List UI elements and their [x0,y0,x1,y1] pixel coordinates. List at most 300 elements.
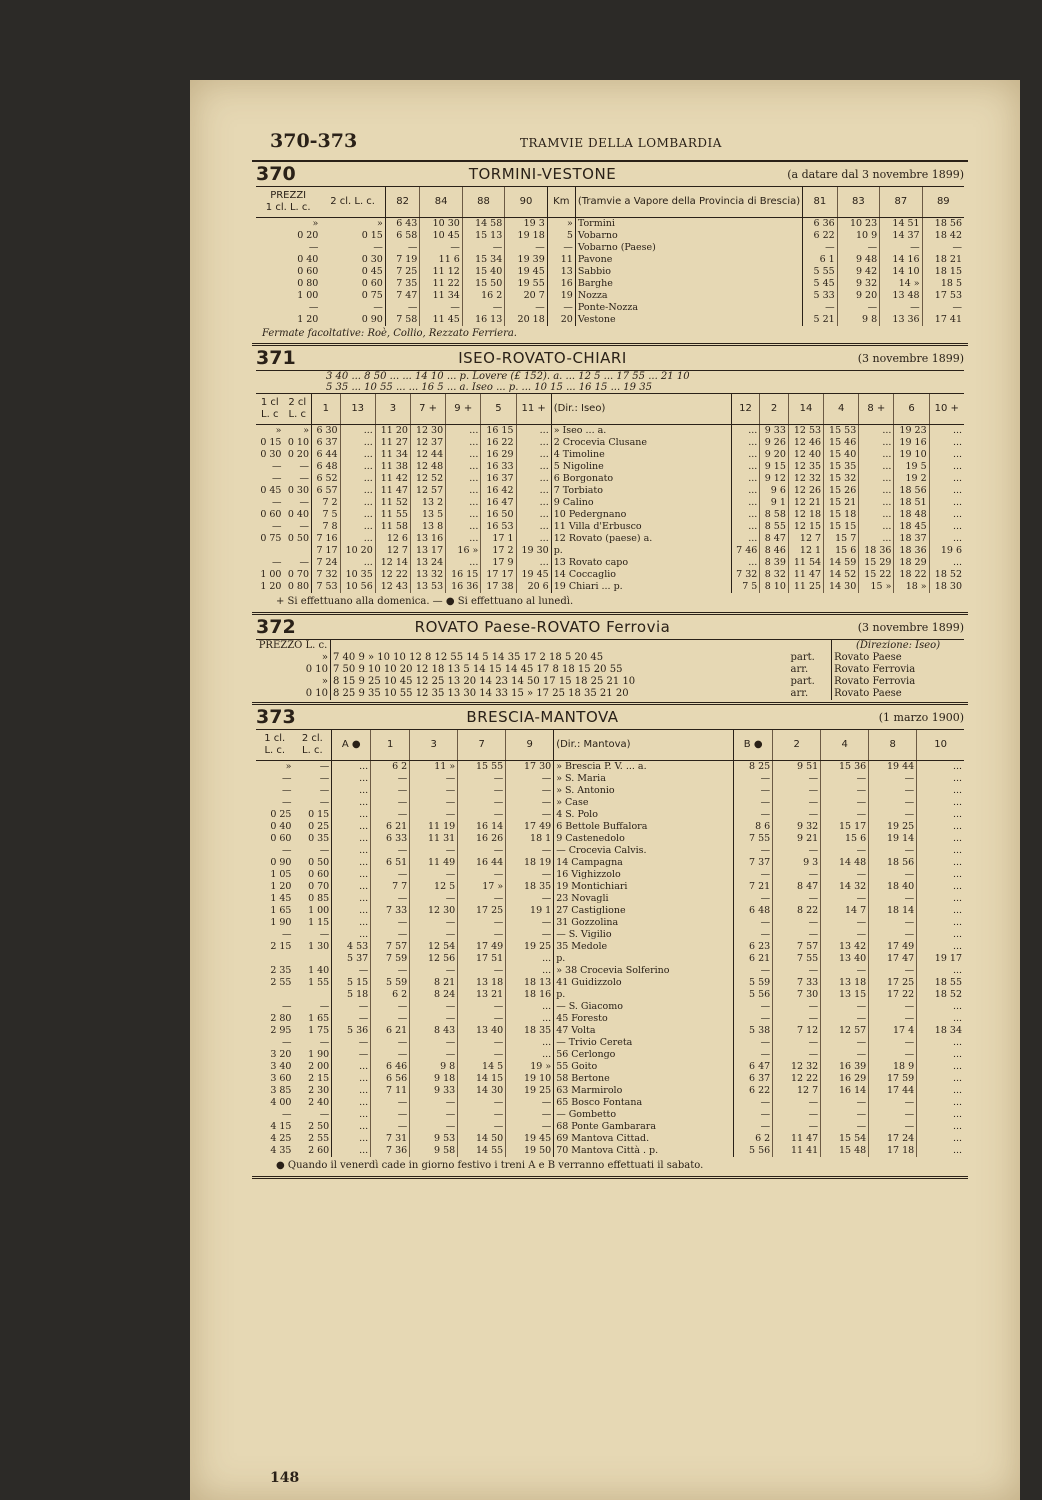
table-cell: 15 40 [462,266,504,278]
table-cell: 15 35 [824,461,859,473]
table-cell: ... [359,869,369,880]
train-header: 2 [773,730,821,761]
table-cell: 10 35 [340,569,375,581]
table-cell: 19 2 [894,473,929,485]
table-cell: 6 1 [819,254,835,265]
table-cell: — [821,1121,869,1133]
table-cell: 11 Villa d'Erbusco [551,521,731,533]
table-cell: 11 52 [375,497,410,509]
table-cell: 7 53 [316,581,338,592]
table-cell: 1 05 [270,869,292,880]
table-cell: ... [748,533,758,544]
table-cell: — Trivio Cereta [554,1037,734,1049]
table-cell: — [407,302,418,313]
table-cell: 19 39 [505,254,547,266]
table-cell: ... [359,773,369,784]
table-cell: 15 29 [859,557,894,569]
table-cell: ... [446,437,481,449]
table-cell: 13 18 [458,977,506,989]
table-cell: 13 40 [458,1025,506,1037]
train-header: 10 [917,730,964,761]
table-cell: 16 22 [481,437,516,449]
section-title: ISEO-ROVATO-CHIARI [458,349,627,367]
table-cell: 9 12 [760,473,789,485]
table-cell: 16 33 [481,461,516,473]
table-cell: 19 Chiari ... p. [551,581,731,593]
table-cell: 12 5 [410,881,458,893]
table-cell: 11 47 [788,569,823,581]
col2-label: 2 cl. L. c. [330,196,375,207]
table-cell: 12 1 [788,545,823,557]
table-cell: 14 59 [824,557,859,569]
table-row [256,821,964,833]
table-cell: 6 21 [371,1025,410,1037]
table-cell: 14 58 [462,218,504,231]
table-cell: Vobarno [575,230,802,242]
table-cell: — [773,773,821,785]
table-cell: 12 22 [375,569,410,581]
table-cell: — [506,773,554,785]
table-cell: ... [446,449,481,461]
table-cell: 10 23 [837,218,879,231]
table-cell: — [458,869,506,881]
table-cell: 9 15 [760,461,789,473]
table-cell: — [760,929,771,940]
table-cell [256,953,293,965]
table-cell: 2 15 [293,1073,331,1085]
table-cell: 10 9 [837,230,879,242]
table-cell: 19 » [506,1061,554,1073]
table-cell: 2 Crocevia Clusane [551,437,731,449]
table-cell: 7 55 [773,953,821,965]
table-cell: ... [506,953,554,965]
table-cell: 63 Marmirolo [554,1085,734,1097]
table-cell: — [760,809,771,820]
table-cell: 6 2 [371,989,410,1001]
table-cell: 15 22 [859,569,894,581]
table-cell: 0 45 [320,266,385,278]
table-cell: 11 55 [375,509,410,521]
table-cell: — [869,965,917,977]
table-cell: 0 45 [260,485,282,496]
table-cell: 14 5 [458,1061,506,1073]
table-cell: 14 » [880,278,922,290]
table-cell: — Gombetto [554,1109,734,1121]
table-cell: — [760,1037,771,1048]
table-cell: — [371,893,410,905]
table-cell: 13 18 [821,977,869,989]
table-cell: 9 1 [760,497,789,509]
table-cell: — [371,809,410,821]
table-row [256,977,964,989]
table-cell: — [410,869,458,881]
table-cell: 1 55 [293,977,331,989]
table-cell: — [410,965,458,977]
table-cell: ... [859,533,894,545]
section-number: 372 [256,616,296,638]
section-370 [252,162,968,346]
table-cell: 19 25 [506,1085,554,1097]
table-cell: 1 65 [293,1013,331,1025]
table-cell: — [458,773,506,785]
table-cell: 17 41 [922,314,964,326]
table-cell: ... [446,473,481,485]
table-cell: 2 15 [270,941,292,952]
table-cell: 16 15 [481,425,516,438]
table-cell: — [506,1097,554,1109]
table-cell: 0 70 [293,881,331,893]
table-cell: 1 30 [293,941,331,953]
section-date: (1 marzo 1900) [878,710,964,724]
table-cell: 0 25 [270,809,292,820]
table-cell: 16 44 [458,857,506,869]
table-cell: 18 52 [917,989,964,1001]
table-cell: 70 Mantova Città . p. [554,1145,734,1157]
table-cell: — [410,929,458,941]
table-cell: ... [917,785,964,797]
table-cell: 0 50 [293,857,331,869]
table-cell: ... [359,785,369,796]
table-cell: — [821,1097,869,1109]
table-cell: 7 57 [371,941,410,953]
table-cell: 6 47 [749,1061,771,1072]
section-370-header [256,162,964,187]
table-cell: ... [516,509,551,521]
table-cell: — [821,917,869,929]
table-cell: — [760,1097,771,1108]
table-cell: — [371,1109,410,1121]
table-cell: ... [917,1073,964,1085]
table-cell: 0 90 [320,314,385,326]
table-cell: 17 17 [481,569,516,581]
timetable-370 [256,187,964,326]
section-number: 370 [256,163,296,185]
table-cell: 0 75 [320,290,385,302]
train-header: 13 [340,394,375,425]
table-cell: Nozza [575,290,802,302]
table-cell: 14 Campagna [554,857,734,869]
table-cell: 6 48 [316,461,338,472]
table-cell: — [371,785,410,797]
table-cell: — [410,1037,458,1049]
table-cell: 5 55 [813,266,835,277]
table-cell: — [506,929,554,941]
table-cell: 45 Foresto [554,1013,734,1025]
train-header: 3 [410,730,458,761]
table-cell: 18 48 [894,509,929,521]
table-cell: 16 39 [821,1061,869,1073]
table-cell: — [293,1109,331,1121]
table-cell: 9 20 [837,290,879,302]
table-row [256,557,964,569]
train-header: 84 [420,187,462,218]
table-cell: 0 25 [293,821,331,833]
table-cell: — [506,917,554,929]
table-cell: 8 25 [749,761,771,772]
table-cell: ... [859,461,894,473]
table-cell: ... [917,797,964,809]
table-row [256,785,964,797]
table-cell: — [869,893,917,905]
table-cell: ... [917,761,964,774]
table-cell: 9 Castenedolo [554,833,734,845]
table-cell: ... [359,1109,369,1120]
table-cell: — [271,461,282,472]
section-title: TORMINI-VESTONE [468,165,617,183]
table-cell: » [547,218,575,231]
table-cell: 15 17 [821,821,869,833]
table-cell: 0 90 [270,857,292,868]
table-row [256,1001,964,1013]
table-cell: — Crocevia Calvis. [554,845,734,857]
table-cell: — [773,809,821,821]
table-cell: 12 46 [788,437,823,449]
table-cell: 18 36 [894,545,929,557]
table-cell: 13 16 [410,533,445,545]
section-date: (3 novembre 1899) [857,351,964,365]
table-cell: — [308,302,319,313]
table-cell: 15 18 [824,509,859,521]
table-cell: 7 2 [322,497,338,508]
table-cell: 7 55 [749,833,771,844]
train-header: 88 [462,187,504,218]
table-cell: 12 48 [410,461,445,473]
train-header: 2 [760,394,789,425]
table-cell: 6 21 [749,953,771,964]
table-cell: 14 48 [821,857,869,869]
table-cell: ... [446,509,481,521]
table-cell: 6 44 [316,449,338,460]
table-cell: 16 37 [481,473,516,485]
section-371 [252,346,968,615]
table-cell: 7 12 [773,1025,821,1037]
table-cell: 2 40 [293,1097,331,1109]
table-cell: ... [340,533,375,545]
table-cell: 15 21 [824,497,859,509]
timetable-370-body [256,218,964,327]
train-header: 7 + [410,394,445,425]
table-cell: ... [929,425,964,438]
table-cell: 9 20 [760,449,789,461]
table-cell: 15 36 [821,761,869,774]
table-cell: 12 44 [410,449,445,461]
table-cell: 7 24 [316,557,338,568]
table-cell: — [922,242,964,254]
table-cell: — [458,965,506,977]
table-cell: » [285,761,292,772]
table-cell: 3 60 [270,1073,292,1084]
table-cell: 8 24 [410,989,458,1001]
table-cell: 5 [547,230,575,242]
table-cell: 56 Cerlongo [554,1049,734,1061]
table-cell: 17 51 [458,953,506,965]
table-cell: 15 32 [824,473,859,485]
table-cell: ... [917,845,964,857]
table-row [256,1025,964,1037]
table-cell: 19 17 [917,953,964,965]
table-row [256,676,964,688]
table-cell: — [407,242,418,253]
table-cell: 16 » [446,545,481,557]
table-cell: 17 24 [869,1133,917,1145]
table-cell: 9 48 [837,254,879,266]
table-cell: 17 47 [869,953,917,965]
table-cell: — [281,785,292,796]
table-cell: ... [859,485,894,497]
table-cell: — [283,521,311,533]
table-cell: 7 19 [396,254,418,265]
table-cell: 17 » [458,881,506,893]
table-cell: 18 52 [929,569,964,581]
table-cell: ... [359,1145,369,1156]
table-cell: 41 Guidizzolo [554,977,734,989]
table-cell: — [358,1013,369,1024]
table-cell: — [283,557,311,569]
table-cell: — [773,845,821,857]
table-cell: 5 36 [347,1025,369,1036]
table-cell: 13 21 [458,989,506,1001]
table-cell: 11 38 [375,461,410,473]
table-cell: 18 42 [922,230,964,242]
table-cell: 23 Novagli [554,893,734,905]
table-cell: ... [917,917,964,929]
table-cell: — [773,1001,821,1013]
section-note: ● Quando il venerdì cade in giorno festivo i treni A e B verranno effettuati il sabato. [276,1160,704,1171]
table-cell: — [271,521,282,532]
table-cell: 18 » [894,581,929,593]
table-cell: 16 14 [821,1085,869,1097]
table-cell: 18 1 [506,833,554,845]
table-cell: ... [359,857,369,868]
table-cell: 18 51 [894,497,929,509]
table-cell: 9 18 [410,1073,458,1085]
train-header: 1 [371,730,410,761]
table-cell: — [271,473,282,484]
table-cell: — [821,893,869,905]
table-cell: 4 53 [347,941,369,952]
table-cell: ... [859,509,894,521]
table-cell: 9 26 [760,437,789,449]
table-cell: ... [917,929,964,941]
table-cell: 47 Volta [554,1025,734,1037]
train-header: 7 [458,730,506,761]
table-cell: 0 15 [293,809,331,821]
table-cell: 16 13 [462,314,504,326]
table-cell: 19 5 [894,461,929,473]
table-cell: 6 2 [371,761,410,774]
table-cell: — [283,497,311,509]
table-cell: 7 21 [749,881,771,892]
table-row [256,893,964,905]
table-cell: 6 Bettole Buffalora [554,821,734,833]
table-cell: — [371,965,410,977]
table-cell: 18 40 [869,881,917,893]
table-cell: 13 24 [410,557,445,569]
table-cell: 11 34 [420,290,462,302]
price-1-header: 1 cl L. c [256,394,283,425]
price-2-header: 2 cl L. c [283,394,311,425]
table-cell: 4 15 [270,1121,292,1132]
train-header: 14 [788,394,823,425]
company-header: (Tramvie a Vapore della Provincia di Brescia) [575,187,802,218]
table-cell: 2 55 [270,977,292,988]
table-cell: ... [516,497,551,509]
table-cell: 13 2 [410,497,445,509]
table-cell: — [869,869,917,881]
table-cell: 5 56 [749,989,771,1000]
table-row [256,569,964,581]
table-cell: 0 75 [260,533,282,544]
table-cell: — [773,893,821,905]
table-cell: 2 95 [270,1025,292,1036]
table-cell: — [760,845,771,856]
train-header: 10 + [929,394,964,425]
table-cell: ... [929,557,964,569]
table-cell: ... [359,917,369,928]
table-cell: » [256,676,331,688]
table-cell: 6 58 [396,230,418,241]
timetable-page [190,80,1020,1500]
table-cell: ... [446,461,481,473]
table-row [256,437,964,449]
train-header: 4 [824,394,859,425]
table-cell: — [358,1001,369,1012]
table-cell [293,989,331,1001]
table-cell [293,953,331,965]
table-cell: 19 55 [505,278,547,290]
table-cell: — [547,302,575,314]
table-row [256,857,964,869]
table-row [256,1133,964,1145]
table-cell: 13 15 [821,989,869,1001]
table-cell: — [458,917,506,929]
table-cell: 12 14 [375,557,410,569]
table-cell: ... [340,461,375,473]
table-cell: ... [917,1001,964,1013]
table-cell: 9 8 [837,314,879,326]
table-cell: — [760,1121,771,1132]
table-row [256,1109,964,1121]
table-cell: 0 10 [283,437,311,449]
table-cell: arr. [789,688,832,700]
table-cell: 18 21 [922,254,964,266]
table-cell: 18 13 [506,977,554,989]
table-cell: — [505,302,547,314]
table-cell: 1 40 [293,965,331,977]
train-header: 89 [922,187,964,218]
table-cell: 4 00 [270,1097,292,1108]
price-1-header [256,187,320,218]
table-cell: 14 50 [458,1133,506,1145]
table-row [256,797,964,809]
timetable-373 [256,730,964,1157]
table-cell: ... [859,449,894,461]
table-cell: 15 54 [821,1133,869,1145]
table-cell: — [760,773,771,784]
table-row [256,266,964,278]
table-cell: ... [917,809,964,821]
table-cell: — [760,785,771,796]
table-row [256,533,964,545]
table-cell: 0 15 [320,230,385,242]
table-cell: — [773,1097,821,1109]
table-cell: — S. Vigilio [554,929,734,941]
table-cell: — [821,965,869,977]
table-cell: ... [359,1061,369,1072]
table-cell: 6 22 [749,1085,771,1096]
table-cell: — [458,797,506,809]
table-cell: 19 50 [506,1145,554,1157]
